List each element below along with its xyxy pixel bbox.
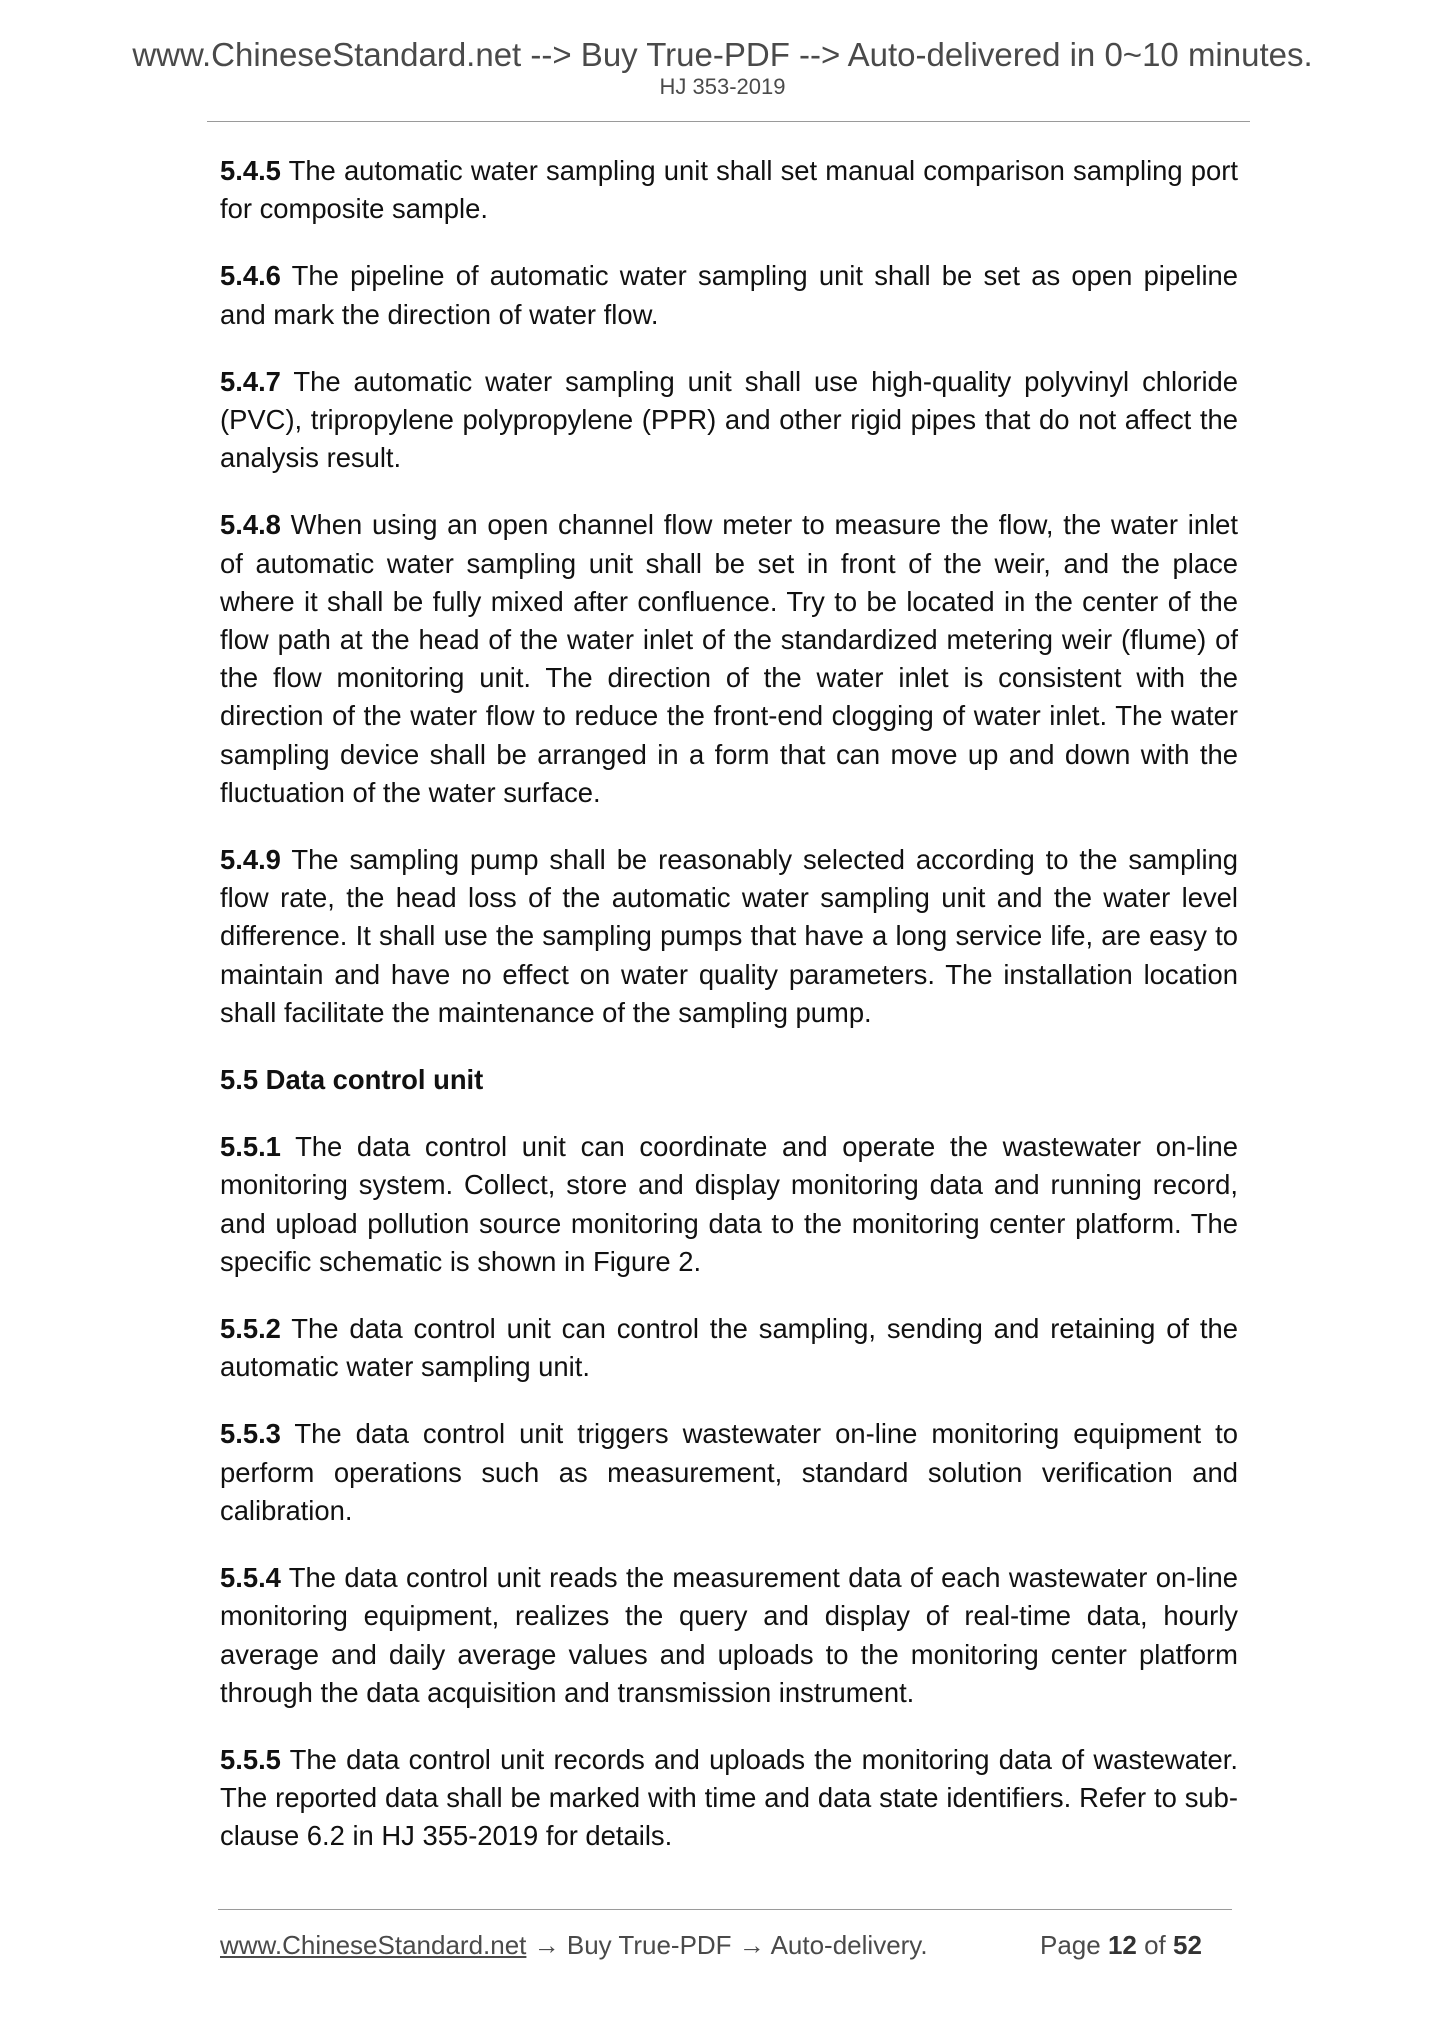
- clause-text: The sampling pump shall be reasonably selected according to the sampling flow rate, the head loss of the automatic water sampling unit and the water level difference. It shall use the sampling pumps that have a long service life, are easy to maintain and have no effect on water quality parameters. The installation location shall facilitate the maintenance of the sampling pump.: [220, 844, 1238, 1028]
- page-indicator: [1040, 1929, 1202, 1961]
- clause-text: The pipeline of automatic water sampling unit shall be set as open pipeline and mark the direction of water flow.: [220, 260, 1238, 330]
- clause-number: 5.5.5: [220, 1743, 281, 1775]
- clause-text: The data control unit can coordinate and operate the wastewater on-line monitoring system. Collect, store and display monitoring data and running record, and upload pollution source monitoring data to the monitoring center platform. The specific schematic is shown in Figure 2.: [220, 1131, 1238, 1277]
- page-word: Page: [1040, 1930, 1108, 1960]
- clause-5-4-8: [220, 506, 1238, 812]
- section-heading-5-5: 5.5 Data control unit: [220, 1064, 484, 1096]
- clause-number: 5.5.4: [220, 1562, 281, 1594]
- clause-5-4-7: [220, 363, 1238, 478]
- page-body: [220, 152, 1238, 1885]
- page-number: 12: [1107, 1930, 1137, 1960]
- clause-text: The data control unit triggers wastewater on-line monitoring equipment to perform operations such as measurement, standard solution verification and calibration.: [220, 1418, 1238, 1526]
- clause-number: 5.4.8: [220, 509, 281, 541]
- footer-divider: [218, 1909, 1232, 1910]
- clause-number: 5.4.9: [220, 844, 281, 876]
- document-id: HJ 353-2019: [659, 74, 786, 99]
- clause-5-5-1: [220, 1128, 1238, 1281]
- clause-number: 5.4.7: [220, 365, 281, 397]
- clause-number: 5.4.6: [220, 260, 281, 292]
- clause-text: The automatic water sampling unit shall use high-quality polyvinyl chloride (PVC), tripropylene polypropylene (PPR) and other rigid pipes that do not affect the analysis result.: [220, 365, 1238, 474]
- clause-text: The data control unit records and uploads the monitoring data of wastewater. The reported data shall be marked with time and data state identifiers. Refer to sub-clause 6.2 in HJ 355-2019 for details.: [220, 1743, 1238, 1852]
- clause-5-5-4: [220, 1559, 1238, 1712]
- header-divider: [207, 121, 1250, 122]
- clause-text: When using an open channel flow meter to measure the flow, the water inlet of automatic water sampling unit shall be set in front of the weir, and the place where it shall be fully mixed after confluence. Try to be located in the center of the flow path at the head of the water inlet of the standardized metering weir (flume) of the flow monitoring unit. The direction of the water inlet is consistent with the direction of the water flow to reduce the front-end clogging of water inlet. The water sampling device shall be arranged in a form that can move up and down with the fluctuation of the water surface.: [220, 509, 1238, 808]
- page-total: 52: [1173, 1930, 1202, 1960]
- footer-promo-text: → Buy True-PDF → Auto-delivery.: [526, 1930, 928, 1960]
- clause-number: 5.5.1: [220, 1131, 281, 1163]
- clause-number: 5.5.2: [220, 1313, 281, 1345]
- clause-5-4-6: [220, 257, 1238, 333]
- clause-text: The data control unit can control the sampling, sending and retaining of the automatic water sampling unit.: [220, 1313, 1238, 1383]
- clause-5-4-9: [220, 841, 1238, 1032]
- clause-5-5-5: [220, 1741, 1238, 1856]
- clause-text: The automatic water sampling unit shall set manual comparison sampling port for composite sample.: [220, 155, 1238, 225]
- footer-link[interactable]: www.ChineseStandard.net: [220, 1930, 527, 1960]
- footer-promo: [220, 1929, 928, 1961]
- clause-text: The data control unit reads the measurement data of each wastewater on-line monitoring equipment, realizes the query and display of real-time data, hourly average and daily average values and uploads to the monitoring center platform through the data acquisition and transmission instrument.: [220, 1562, 1238, 1708]
- clause-5-4-5: [220, 152, 1238, 228]
- clause-number: 5.4.5: [220, 155, 281, 186]
- of-word: of: [1136, 1930, 1174, 1960]
- clause-5-5-2: [220, 1310, 1238, 1386]
- clause-number: 5.5.3: [220, 1418, 281, 1450]
- clause-5-5-3: [220, 1415, 1238, 1530]
- top-banner[interactable]: www.ChineseStandard.net --> Buy True-PDF --> Auto-delivered in 0~10 minutes.: [132, 36, 1313, 73]
